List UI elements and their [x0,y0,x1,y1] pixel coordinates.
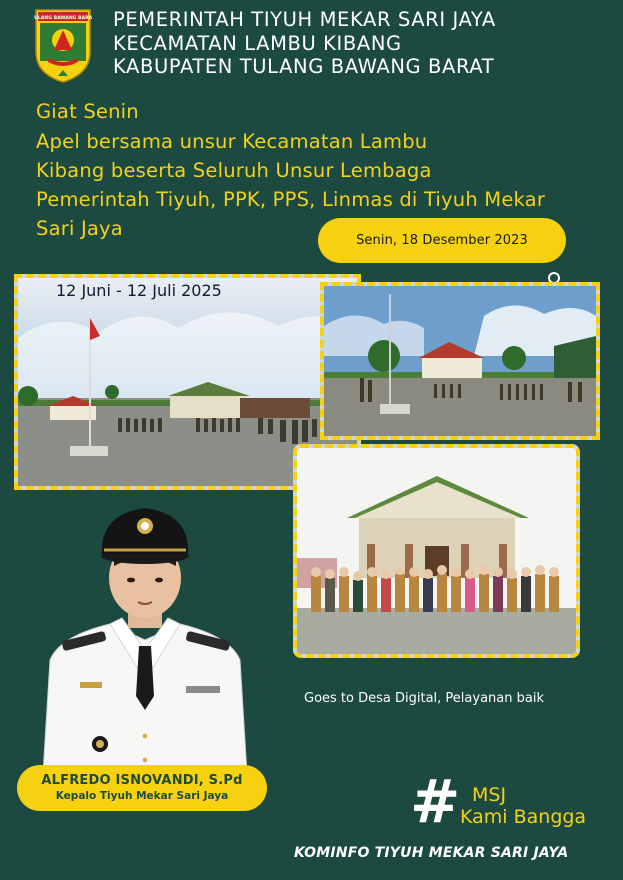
official-name-badge [17,765,267,811]
date-badge: Senin, 18 Desember 2023 [318,218,566,263]
caption-line-5: Sari Jaya [36,217,123,240]
photo-date-overlay: 12 Juni - 12 Juli 2025 [56,281,222,300]
header-line-3: KABUPATEN TULANG BAWANG BARAT [113,55,495,78]
hashtag-line-1: MSJ [472,784,507,806]
group-photo [293,444,580,658]
footer-credit: KOMINFO TIYUH MEKAR SARI JAYA [294,845,569,861]
header-line-1: PEMERINTAH TIYUH MEKAR SARI JAYA [113,8,496,31]
official-name: ALFREDO ISNOVANDI, S.Pd [41,773,243,788]
caption-line-4: Pemerintah Tiyuh, PPK, PPS, Linmas di Tiyuh Mekar [36,188,546,211]
tagline: Goes to Desa Digital, Pelayanan baik [304,691,544,706]
official-portrait [40,500,250,790]
hashtag-line-2: Kami Bangga [460,806,587,828]
caption-line-3: Kibang beserta Seluruh Unsur Lembaga [36,159,432,182]
regency-crest-icon [34,8,92,84]
svg-text:TULANG BAWANG BARAT: TULANG BAWANG BARAT [34,16,92,21]
header-line-2: KECAMATAN LAMBU KIBANG [113,32,402,55]
official-role: Kepalo Tiyuh Mekar Sari Jaya [55,790,229,802]
hashtag-symbol: # [410,767,461,837]
caption-title: Giat Senin [36,100,139,123]
caption-line-2: Apel bersama unsur Kecamatan Lambu [36,130,428,153]
ceremony-photo-2 [320,282,600,440]
